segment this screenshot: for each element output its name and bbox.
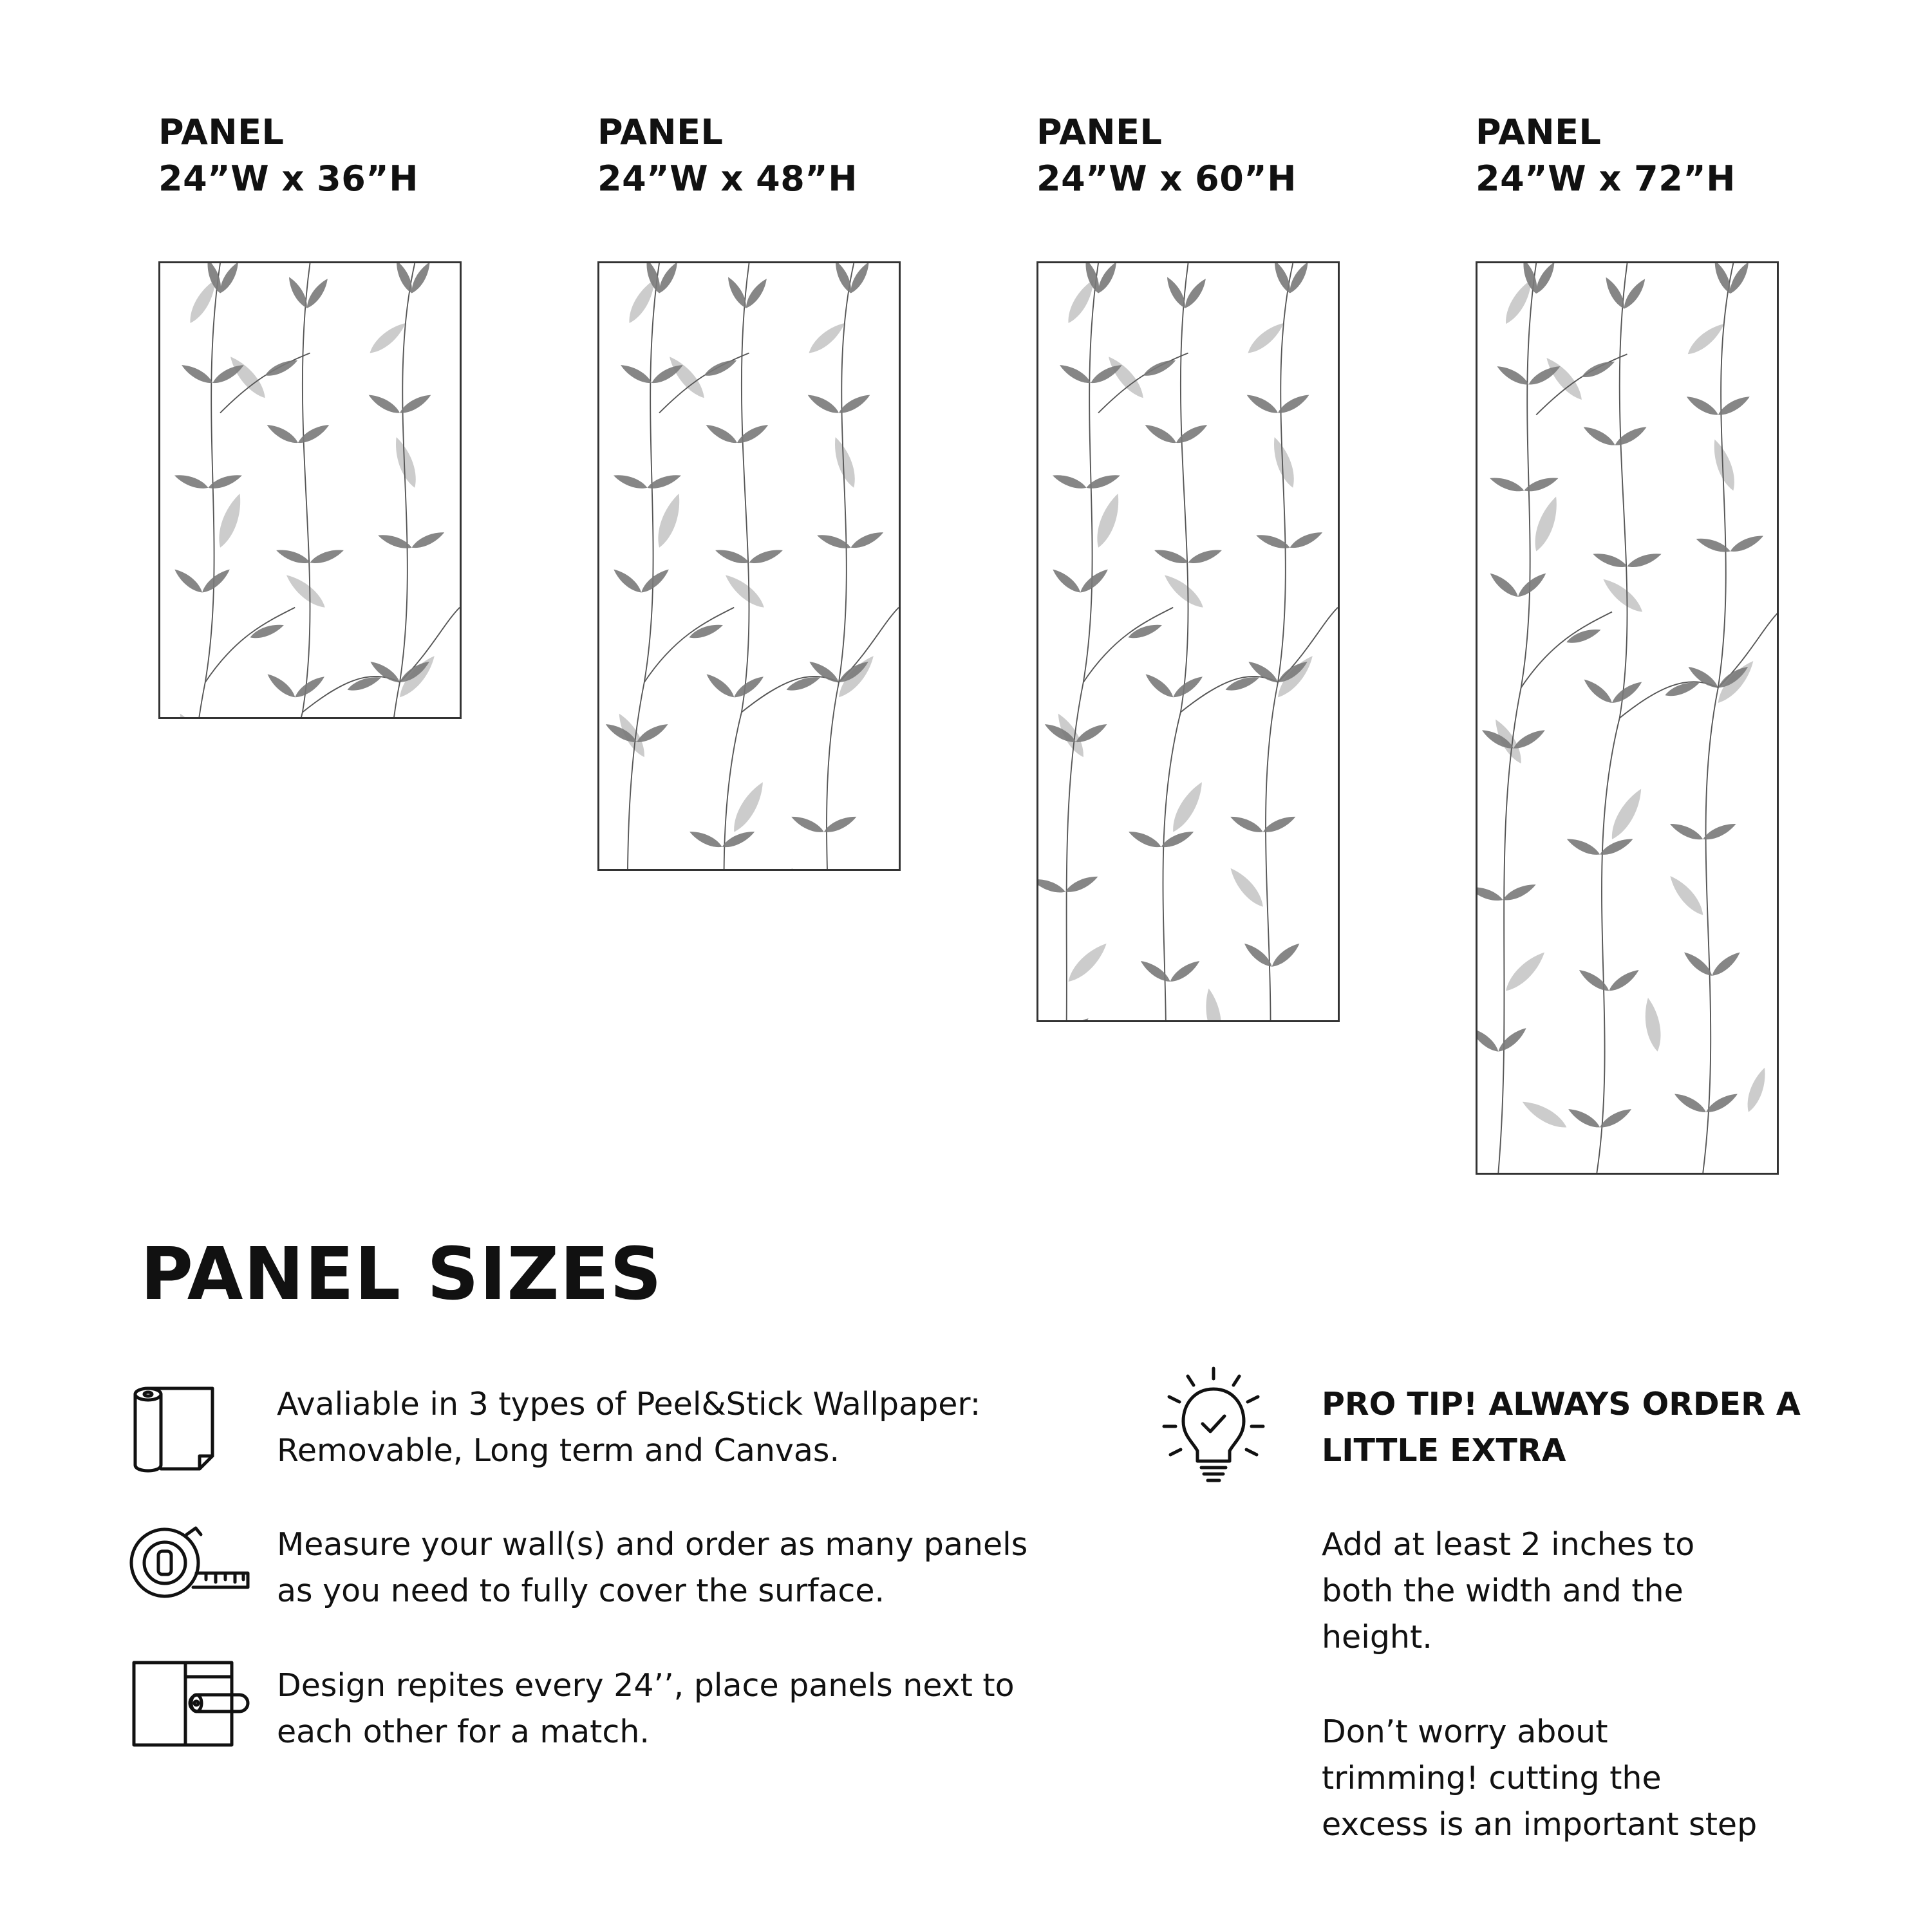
panel-preview [158,261,462,719]
feature-line: Avaliable in 3 types of Peel&Stick Wallpaper: [277,1386,981,1423]
leaf-pattern [1038,263,1338,1020]
tip-line: Add at least 2 inches to [1322,1526,1695,1563]
panel-label [1476,109,1736,202]
panel-preview [1476,261,1779,1175]
leaf-pattern [160,263,460,717]
tip-line: trimming! cutting the [1322,1760,1662,1796]
tip-line: Don’t worry about [1322,1713,1608,1750]
tip-line: excess is an important step [1322,1806,1758,1843]
tip-title-line: LITTLE EXTRA [1322,1432,1566,1469]
feature-line: Removable, Long term and Canvas. [277,1432,840,1469]
tape-measure-icon [129,1515,251,1608]
tip-title-line: PRO TIP! ALWAYS ORDER A [1322,1386,1801,1423]
panel-size: 24”W x 72”H [1476,158,1736,199]
leaf-pattern [1477,263,1777,1173]
feature-text [277,1663,1127,1755]
leaf-pattern [599,263,899,869]
panel-size: 24”W x 60”H [1036,158,1297,199]
tip-title [1322,1381,1901,1474]
feature-line: Design repites every 24’’, place panels next to [277,1667,1015,1704]
panel-title: PANEL [1476,112,1602,153]
panel-title: PANEL [1036,112,1163,153]
panel-title: PANEL [597,112,724,153]
lightbulb-check-icon [1159,1365,1268,1496]
panel-label [158,109,418,202]
tip-line: both the width and the [1322,1572,1683,1609]
feature-line: as you need to fully cover the surface. [277,1572,885,1609]
panel-label [597,109,858,202]
panel-size: 24”W x 48”H [597,158,858,199]
tip-line: height. [1322,1619,1432,1656]
feature-line: each other for a match. [277,1713,650,1750]
feature-line: Measure your wall(s) and order as many panels [277,1526,1028,1563]
wallpaper-roll-icon [129,1385,219,1478]
panel-preview [597,261,901,871]
section-title: PANEL SIZES [140,1233,662,1316]
feature-text [277,1522,1127,1614]
feature-text [277,1381,1127,1474]
tip-paragraph [1322,1709,1901,1848]
panel-size: 24”W x 36”H [158,158,418,199]
panel-preview [1036,261,1340,1022]
panel-roll-icon [129,1657,251,1750]
tip-paragraph [1322,1522,1901,1661]
panel-title: PANEL [158,112,285,153]
panel-label [1036,109,1297,202]
